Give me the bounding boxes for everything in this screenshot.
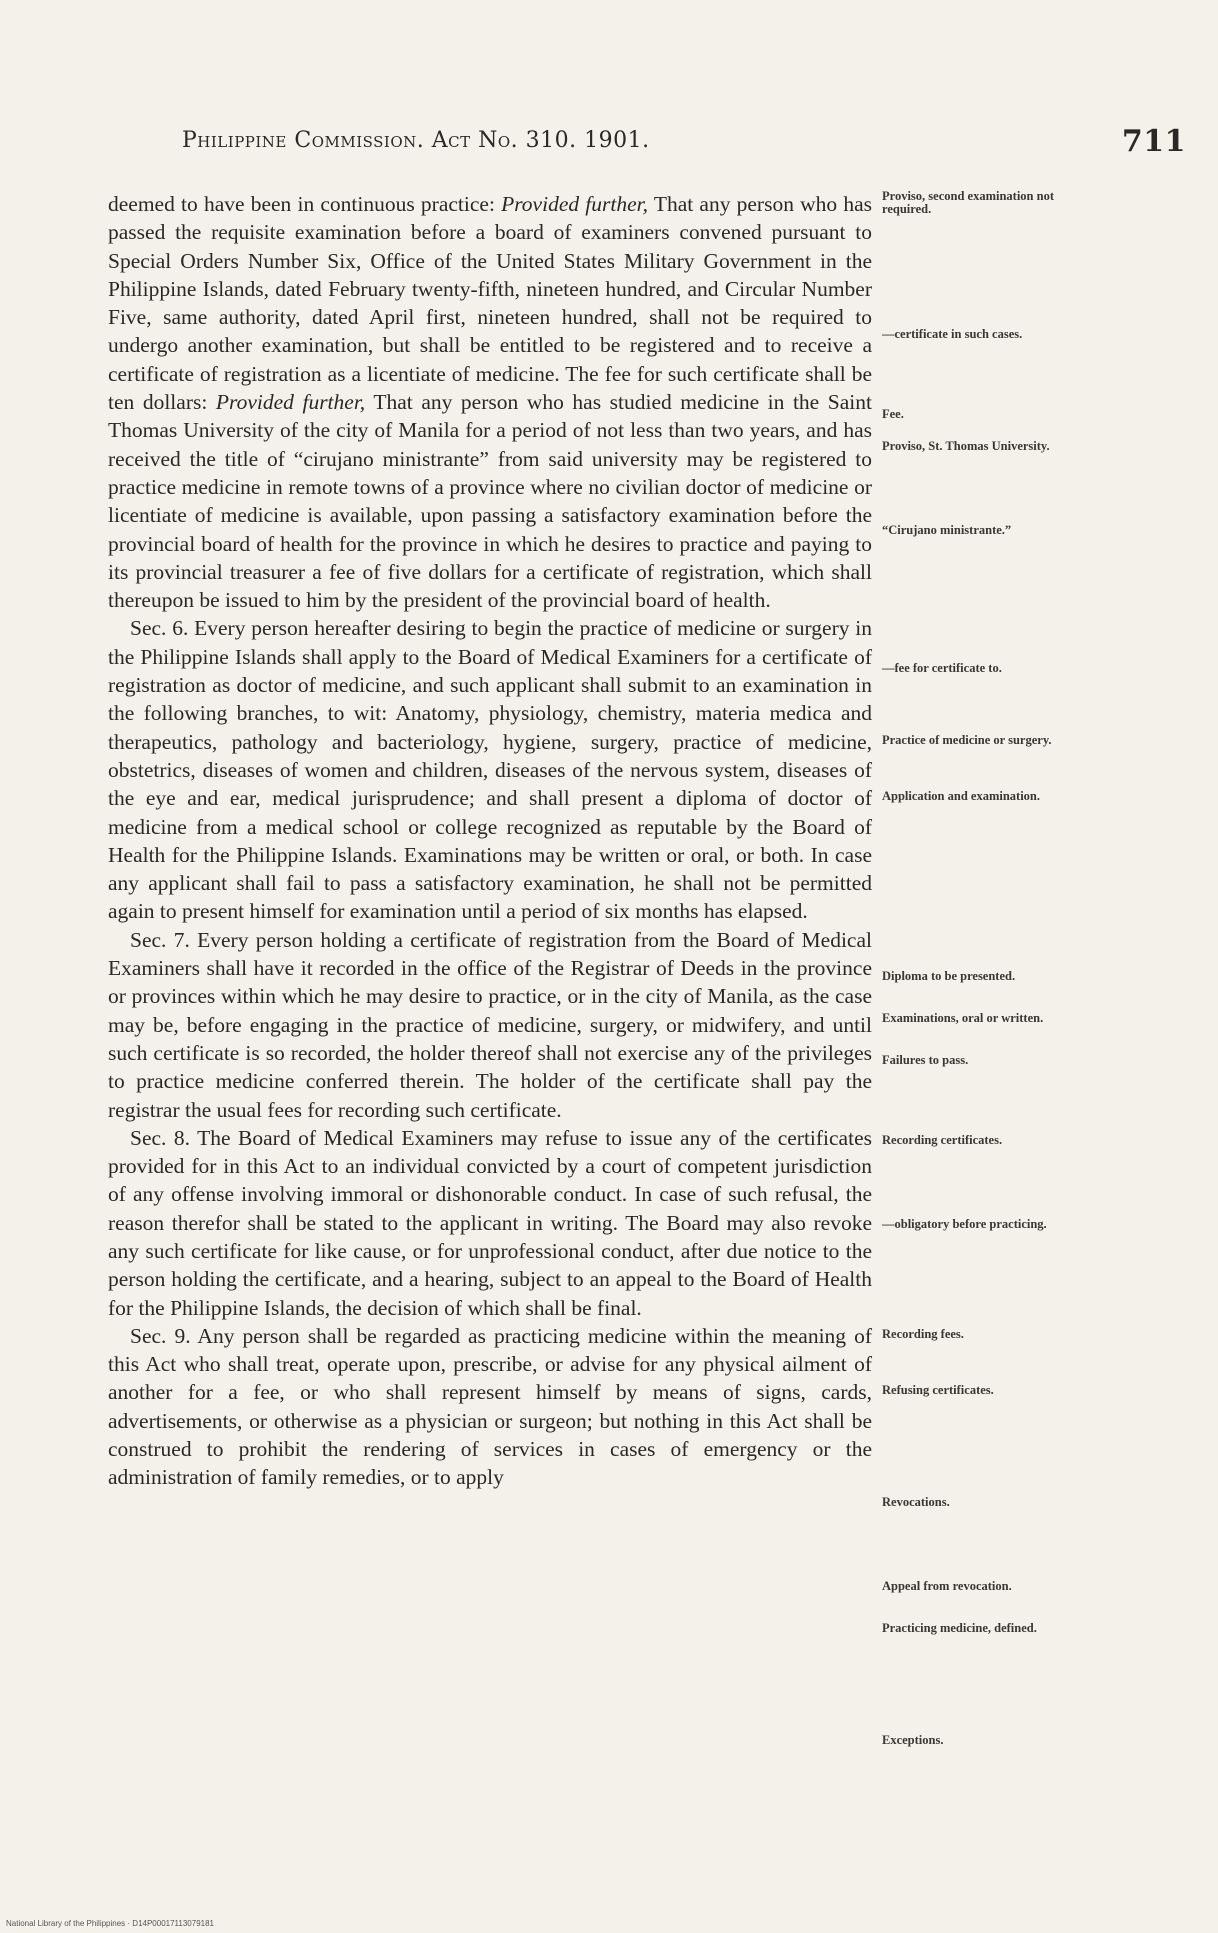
margin-note: Recording certificates. [882,1133,1003,1147]
running-title: Philippine Commission. Act No. 310. 1901. [182,128,650,153]
margin-note: Exceptions. [882,1733,944,1747]
page-header [182,124,1186,168]
section-9: Sec. 9. Any person shall be regarded as practicing medicine within the meaning of this Act who shall treat, operate upon, prescribe, or advise for any physical ailment of another for a fee, or who shall represent himself by means of signs, cards, advertisements, or otherwise as a physician or surgeon; but nothing in this Act shall be construed to prohibit the rendering of services in cases of emergency or the administration of family remedies, or to apply [108,1323,872,1490]
proviso-emphasis: Provided further, [215,390,366,415]
margin-note: —fee for certificate to. [882,661,1002,675]
margin-note: Diploma to be presented. [882,969,1016,983]
scan-footer: National Library of the Philippines · D14P00017113079181 [6,1919,214,1928]
section-6: Sec. 6. Every person hereafter desiring to begin the practice of medicine or surgery in the Philippine Islands shall apply to the Board of Medical Examiners for a certificate of registration as doctor of medicine, and such applicant shall submit to an examination in the following branches, to wit: Anatomy, physiology, chemistry, materia medica and therapeutics, pathology and bacteriology, hygiene, surgery, practice of medicine, obstetrics, diseases of women and children, diseases of the nervous system, diseases of the eye and ear, medical jurisprudence; and shall present a diploma of doctor of medicine from a medical school or college recognized as reputable by the Board of Health for the Philippine Islands. Examinations may be written or oral, or both. In case any applicant shall fail to pass a satisfactory examination, he shall not be permitted again to present himself for examination until a period of six months has elapsed. [108,616,872,924]
margin-note: Proviso, St. Thomas University. [882,439,1050,453]
page-number: 711 [1121,124,1186,159]
section-7: Sec. 7. Every person holding a certificate of registration from the Board of Medical Examiners shall have it recorded in the office of the Registrar of Deeds in the province or provinces within which he may desire to practice, or in the city of Manila, as the case may be, before engaging in the practice of medicine, surgery, or midwifery, and until such certificate is so recorded, the holder thereof shall not exercise any of the privileges to practice medicine conferred therein. The holder of the certificate shall pay the registrar the usual fees for recording such certificate. [108,927,872,1122]
margin-note: Practicing medicine, defined. [882,1621,1037,1635]
proviso-emphasis: Provided further, [501,192,649,216]
margin-note: Recording fees. [882,1327,964,1341]
margin-note: Proviso, second examination not required. [882,189,1054,216]
margin-note: —obligatory before practicing. [882,1217,1047,1231]
margin-note: “Cirujano ministrante.” [882,523,1012,537]
paragraph-continuation: deemed to have been in continuous practice: Provided further, That any person who has passed the requisite examination before a board of examiners convened pursuant to Special Orders Number Six, Office of the United States Military Government in the Philippine Islands, dated February twenty-fifth, nineteen hundred, and Circular Number Five, same authority, dated April first, nineteen hundred, shall not be required to undergo another examination, but shall be entitled to be registered and to receive a certificate of registration as a licentiate of medicine. The fee for such certificate shall be ten dollars: Provided further, That any person who has studied medicine in the Saint Thomas University of the city of Manila for a period of not less than two years, and has received the title of “cirujano ministrante” from said university may be registered to practice medicine in remote towns of a province where no civilian doctor of medicine or licentiate of medicine is available, upon passing a satisfactory examination before the provincial board of health for the province in which he desires to practice and paying to its provincial treasurer a fee of five dollars for a certificate of registration, which shall thereupon be issued to him by the president of the provincial board of health. [108,192,873,613]
body-text [108,190,872,1492]
margin-note: Practice of medicine or surgery. [882,733,1052,747]
margin-note: Refusing certificates. [882,1383,994,1397]
margin-note: Appeal from revocation. [882,1579,1012,1593]
margin-note: Application and examination. [882,789,1041,803]
section-8: Sec. 8. The Board of Medical Examiners may refuse to issue any of the certificates provided for in this Act to an individual convicted by a court of competent jurisdiction of any offense involving immoral or dishonorable conduct. In case of such refusal, the reason therefor shall be stated to the applicant in writing. The Board may also revoke any such certificate for like cause, or for unprofessional conduct, after due notice to the person holding the certificate, and a hearing, subject to an appeal to the Board of Health for the Philippine Islands, the decision of which shall be final. [108,1125,872,1320]
margin-note: —certificate in such cases. [882,327,1023,341]
margin-note: Failures to pass. [882,1053,969,1067]
margin-note: Examinations, oral or written. [882,1011,1044,1025]
margin-note: Revocations. [882,1495,950,1509]
margin-note: Fee. [882,407,904,421]
